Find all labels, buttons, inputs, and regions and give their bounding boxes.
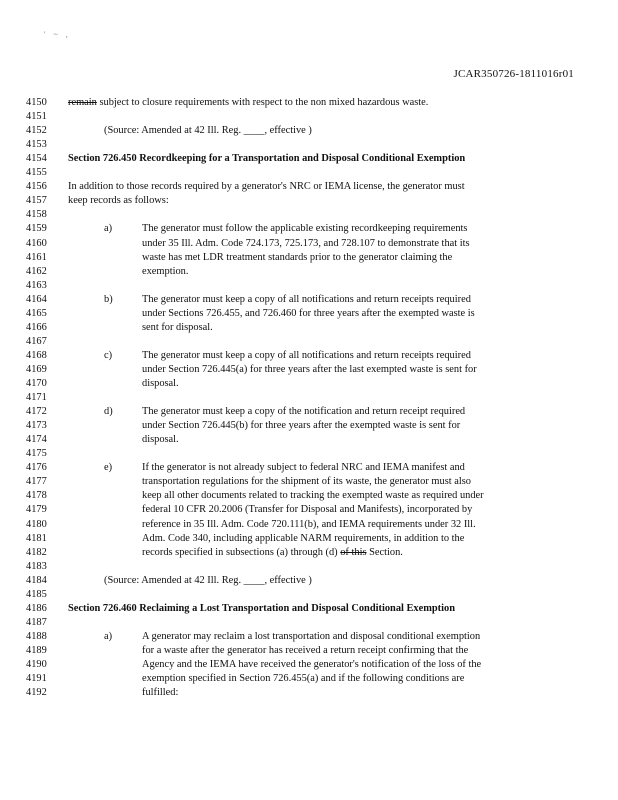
line-text bbox=[142, 489, 484, 503]
line-number: 4172 bbox=[26, 406, 47, 418]
text-run: Adm. Code 340, including applicable NARM requirements, in addition to the bbox=[142, 532, 465, 544]
text-run: reference in 35 Ill. Adm. Code 720.111(b), and IEMA requirements under 32 Ill. bbox=[142, 518, 476, 530]
subsection-label: a) bbox=[104, 223, 113, 235]
line-text bbox=[142, 546, 403, 560]
text-run: for a waste after the generator has received a return receipt confirming that the bbox=[142, 644, 469, 656]
line-number: 4165 bbox=[26, 307, 47, 319]
line-4173 bbox=[0, 419, 618, 433]
line-4186 bbox=[0, 602, 618, 616]
line-number: 4155 bbox=[26, 167, 47, 179]
text-run: Agency and the IEMA have received the generator's notification of the loss of the bbox=[142, 659, 482, 670]
line-text bbox=[142, 377, 179, 391]
line-number: 4171 bbox=[26, 392, 47, 404]
line-text bbox=[142, 433, 179, 447]
text-run: fulfilled: bbox=[142, 687, 179, 699]
text-run: If the generator is not already subject to federal NRC and IEMA manifest and bbox=[142, 462, 465, 474]
line-4183 bbox=[0, 560, 618, 574]
line-number: 4157 bbox=[26, 195, 47, 207]
line-text bbox=[142, 532, 464, 546]
line-text bbox=[142, 265, 188, 279]
line-4159 bbox=[0, 222, 618, 236]
line-number: 4163 bbox=[26, 279, 47, 291]
line-number: 4162 bbox=[26, 265, 47, 277]
line-text bbox=[142, 349, 471, 363]
text-run: exemption specified in Section 726.455(a) and if the following conditions are bbox=[142, 673, 465, 685]
line-4153 bbox=[0, 138, 618, 152]
line-text bbox=[68, 194, 169, 208]
scan-corner-marks: ' ~ , bbox=[44, 30, 71, 39]
line-text bbox=[142, 293, 471, 307]
line-number: 4159 bbox=[26, 223, 47, 235]
line-4191 bbox=[0, 672, 618, 686]
line-text bbox=[142, 518, 476, 532]
struck-text: of this bbox=[340, 546, 367, 558]
subsection-label: b) bbox=[104, 293, 113, 305]
line-text bbox=[142, 419, 460, 433]
line-4168 bbox=[0, 349, 618, 363]
line-text bbox=[142, 503, 472, 517]
line-number: 4151 bbox=[26, 111, 47, 123]
line-number: 4182 bbox=[26, 546, 47, 558]
text-run: The generator must follow the applicable existing recordkeeping requirements bbox=[142, 223, 468, 235]
text-run: keep all other documents related to tracking the exempted waste as required under bbox=[142, 490, 484, 502]
line-4169 bbox=[0, 363, 618, 377]
line-4182 bbox=[0, 546, 618, 560]
subsection-label: c) bbox=[104, 349, 113, 361]
line-text bbox=[104, 574, 312, 588]
line-number: 4186 bbox=[26, 602, 47, 614]
line-number: 4176 bbox=[26, 462, 47, 474]
text-run: , effective ) bbox=[264, 574, 312, 586]
line-4190 bbox=[0, 658, 618, 672]
line-4158 bbox=[0, 208, 618, 222]
line-text bbox=[104, 124, 312, 138]
line-4170 bbox=[0, 377, 618, 391]
line-number: 4190 bbox=[26, 659, 47, 670]
line-number: 4161 bbox=[26, 251, 47, 263]
line-text bbox=[68, 152, 465, 166]
line-number: 4185 bbox=[26, 588, 47, 600]
line-4180 bbox=[0, 518, 618, 532]
line-4161 bbox=[0, 251, 618, 265]
text-run: sent for disposal. bbox=[142, 321, 213, 333]
line-4188 bbox=[0, 630, 618, 644]
line-number: 4156 bbox=[26, 181, 47, 193]
text-run: The generator must keep a copy of the notification and return receipt required bbox=[142, 406, 466, 418]
text-run: Section. bbox=[366, 546, 403, 558]
line-4179 bbox=[0, 503, 618, 517]
blank-field: ____ bbox=[243, 125, 265, 137]
text-run: disposal. bbox=[142, 378, 179, 389]
line-text bbox=[142, 321, 213, 335]
line-number: 4158 bbox=[26, 209, 47, 221]
line-4164 bbox=[0, 293, 618, 307]
line-4152 bbox=[0, 124, 618, 138]
subsection-label: a) bbox=[104, 630, 113, 642]
line-number: 4169 bbox=[26, 363, 47, 375]
line-number: 4187 bbox=[26, 616, 47, 628]
section-heading: Section 726.460 Reclaiming a Lost Transportation and Disposal Conditional Exemption bbox=[68, 602, 455, 614]
line-text bbox=[142, 237, 470, 251]
line-4155 bbox=[0, 166, 618, 180]
line-4185 bbox=[0, 588, 618, 602]
line-number: 4164 bbox=[26, 293, 47, 305]
line-4165 bbox=[0, 307, 618, 321]
line-4160 bbox=[0, 237, 618, 251]
line-number: 4160 bbox=[26, 237, 47, 249]
text-run: transportation regulations for the shipment of its waste, the generator must also bbox=[142, 476, 471, 488]
line-4187 bbox=[0, 616, 618, 630]
text-run: waste has met LDR treatment standards prior to the generator claiming the bbox=[142, 251, 453, 263]
line-4174 bbox=[0, 433, 618, 447]
line-number: 4154 bbox=[26, 153, 47, 165]
line-number: 4181 bbox=[26, 532, 47, 544]
line-4192 bbox=[0, 686, 618, 700]
line-4176 bbox=[0, 461, 618, 475]
struck-text: remain bbox=[68, 97, 97, 108]
line-number: 4153 bbox=[26, 139, 47, 151]
text-run: The generator must keep a copy of all notifications and return receipts required bbox=[142, 349, 471, 361]
line-4184 bbox=[0, 574, 618, 588]
line-number: 4152 bbox=[26, 125, 47, 137]
text-run: (Source: Amended at 42 Ill. Reg. bbox=[104, 574, 244, 586]
line-number: 4184 bbox=[26, 574, 47, 586]
line-text bbox=[142, 686, 178, 700]
line-4166 bbox=[0, 321, 618, 335]
line-number: 4183 bbox=[26, 560, 47, 572]
line-text bbox=[142, 363, 477, 377]
line-4177 bbox=[0, 475, 618, 489]
line-text bbox=[142, 672, 464, 686]
text-run: exemption. bbox=[142, 265, 189, 277]
text-run: under Section 726.445(a) for three years after the last exempted waste is sent for bbox=[142, 363, 477, 375]
line-number: 4189 bbox=[26, 644, 47, 656]
text-run: under 35 Ill. Adm. Code 724.173, 725.173, and 728.107 to demonstrate that its bbox=[142, 237, 470, 249]
text-run: A generator may reclaim a lost transportation and disposal conditional exemption bbox=[142, 630, 481, 642]
line-4171 bbox=[0, 391, 618, 405]
line-4157 bbox=[0, 194, 618, 208]
text-run: keep records as follows: bbox=[68, 195, 169, 207]
text-run: under Sections 726.455, and 726.460 for three years after the exempted waste is bbox=[142, 307, 475, 319]
line-text bbox=[142, 222, 467, 236]
line-number: 4150 bbox=[26, 97, 47, 108]
line-4156 bbox=[0, 180, 618, 194]
line-number: 4175 bbox=[26, 448, 47, 460]
line-number: 4174 bbox=[26, 434, 47, 446]
line-text bbox=[142, 251, 452, 265]
line-number: 4167 bbox=[26, 335, 47, 347]
line-number: 4179 bbox=[26, 504, 47, 516]
line-text bbox=[68, 602, 455, 616]
line-4151 bbox=[0, 110, 618, 124]
line-text bbox=[142, 644, 468, 658]
line-text bbox=[142, 307, 475, 321]
line-text bbox=[142, 461, 465, 475]
text-run: subject to closure requirements with respect to the non mixed hazardous waste. bbox=[96, 97, 429, 108]
line-text bbox=[68, 180, 465, 194]
line-4167 bbox=[0, 335, 618, 349]
line-number: 4180 bbox=[26, 518, 47, 530]
line-text bbox=[142, 630, 480, 644]
line-4181 bbox=[0, 532, 618, 546]
line-4189 bbox=[0, 644, 618, 658]
text-run: under Section 726.445(b) for three years after the exempted waste is sent for bbox=[142, 420, 461, 432]
text-run: In addition to those records required by a generator's NRC or IEMA license, the generator must bbox=[68, 181, 465, 193]
line-4163 bbox=[0, 279, 618, 293]
line-number: 4177 bbox=[26, 476, 47, 488]
line-4154 bbox=[0, 152, 618, 166]
line-4175 bbox=[0, 447, 618, 461]
section-heading: Section 726.450 Recordkeeping for a Transportation and Disposal Conditional Exemption bbox=[68, 153, 466, 165]
line-4172 bbox=[0, 405, 618, 419]
line-4178 bbox=[0, 489, 618, 503]
line-text bbox=[142, 405, 465, 419]
line-text bbox=[142, 658, 481, 672]
document-id: JCAR350726-1811016r01 bbox=[453, 68, 574, 80]
line-number: 4188 bbox=[26, 630, 47, 642]
line-number: 4166 bbox=[26, 321, 47, 333]
subsection-label: d) bbox=[104, 406, 113, 418]
line-4150 bbox=[0, 96, 618, 110]
text-run: The generator must keep a copy of all notifications and return receipts required bbox=[142, 293, 471, 305]
line-text bbox=[68, 96, 428, 110]
line-text bbox=[142, 475, 471, 489]
line-number: 4191 bbox=[26, 673, 47, 685]
text-run: , effective ) bbox=[264, 125, 312, 137]
line-number: 4173 bbox=[26, 420, 47, 432]
subsection-label: e) bbox=[104, 462, 113, 474]
text-run: (Source: Amended at 42 Ill. Reg. bbox=[104, 125, 244, 137]
text-run: federal 10 CFR 20.2006 (Transfer for Disposal and Manifests), incorporated by bbox=[142, 504, 473, 516]
line-number: 4178 bbox=[26, 490, 47, 502]
line-number: 4192 bbox=[26, 687, 47, 699]
line-number: 4170 bbox=[26, 378, 47, 389]
line-4162 bbox=[0, 265, 618, 279]
blank-field: ____ bbox=[243, 574, 265, 586]
text-run: disposal. bbox=[142, 434, 179, 446]
text-run: records specified in subsections (a) through (d) bbox=[142, 546, 341, 558]
line-number: 4168 bbox=[26, 349, 47, 361]
